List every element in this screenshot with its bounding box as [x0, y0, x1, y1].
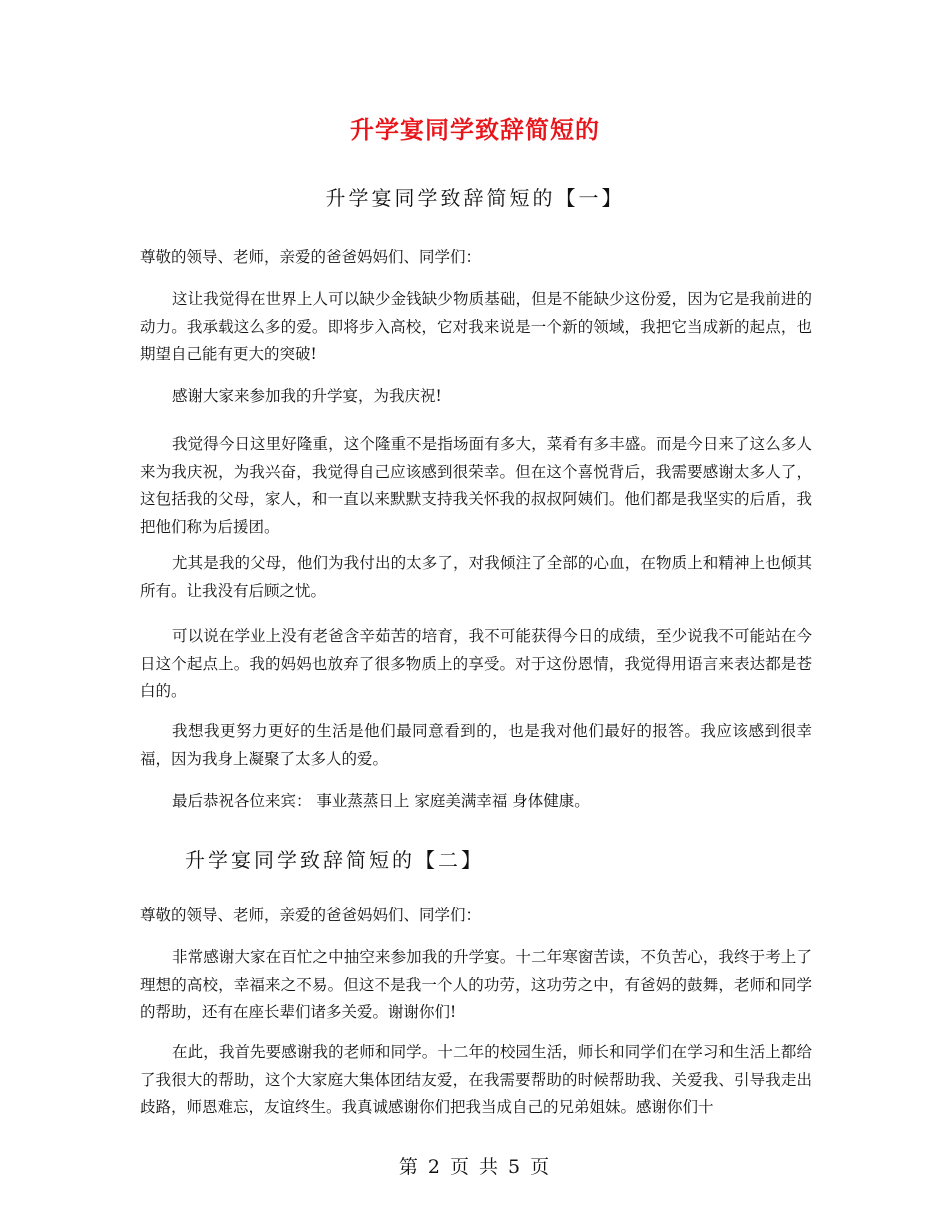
section-one-closing: 最后恭祝各位来宾： 事业蒸蒸日上 家庭美满幸福 身体健康。 [172, 792, 590, 810]
section-two-paragraph-2: 在此，我首先要感谢我的老师和同学。十二年的校园生活，师长和同学们在学习和生活上都给了我很大的帮助，这个大家庭大集体团结友爱，在我需要帮助的时候帮助我、关爱我、引导我走出歧路，师恩难忘，友谊终生。我真诚感谢你们把我当成自己的兄弟姐妹。感谢你们十 [140, 1043, 812, 1116]
section-one-paragraph-1: 这让我觉得在世界上人可以缺少金钱缺少物质基础，但是不能缺少这份爱，因为它是我前进的动力。我承载这么多的爱。即将步入高校，它对我来说是一个新的领域，我把它当成新的起点，也期望自己能有更大的突破! [140, 290, 812, 363]
section-two-heading: 升学宴同学致辞简短的【二】 [185, 848, 484, 872]
section-two-salutation: 尊敬的领导、老师，亲爱的爸爸妈妈们、同学们： [140, 906, 482, 924]
section-two-paragraph-1: 非常感谢大家在百忙之中抽空来参加我的升学宴。十二年寒窗苦读，不负苦心，我终于考上了理想的高校，幸福来之不易。但这不是我一个人的功劳，这功劳之中，有爸妈的鼓舞，老师和同学的帮助，还有在座长辈们诸多关爱。谢谢你们! [140, 948, 812, 1021]
section-one-paragraph-4: 尤其是我的父母，他们为我付出的太多了，对我倾注了全部的心血，在物质上和精神上也倾其所有。让我没有后顾之忧。 [140, 554, 812, 600]
section-one-paragraph-6: 我想我更努力更好的生活是他们最同意看到的，也是我对他们最好的报答。我应该感到很幸福，因为我身上凝聚了太多人的爱。 [140, 722, 812, 768]
section-one-salutation: 尊敬的领导、老师，亲爱的爸爸妈妈们、同学们： [140, 248, 482, 266]
section-one-paragraph-5: 可以说在学业上没有老爸含辛茹苦的培育，我不可能获得今日的成绩，至少说我不可能站在今日这个起点上。我的妈妈也放弃了很多物质上的享受。对于这份恩情，我觉得用语言来表达都是苍白的。 [140, 627, 812, 700]
section-one-paragraph-3: 我觉得今日这里好隆重，这个隆重不是指场面有多大，菜肴有多丰盛。而是今日来了这么多人来为我庆祝，为我兴奋，我觉得自己应该感到很荣幸。但在这个喜悦背后，我需要感谢太多人了，这包括我的父母，家人，和一直以来默默支持我关怀我的叔叔阿姨们。他们都是我坚实的后盾，我把他们称为后援团。 [140, 435, 812, 536]
section-one-paragraph-2: 感谢大家来参加我的升学宴，为我庆祝! [172, 387, 442, 405]
document-title: 升学宴同学致辞简短的 [350, 116, 600, 144]
section-one-heading: 升学宴同学致辞简短的【一】 [325, 186, 625, 210]
page-footer: 第 2 页 共 5 页 [398, 1156, 552, 1178]
